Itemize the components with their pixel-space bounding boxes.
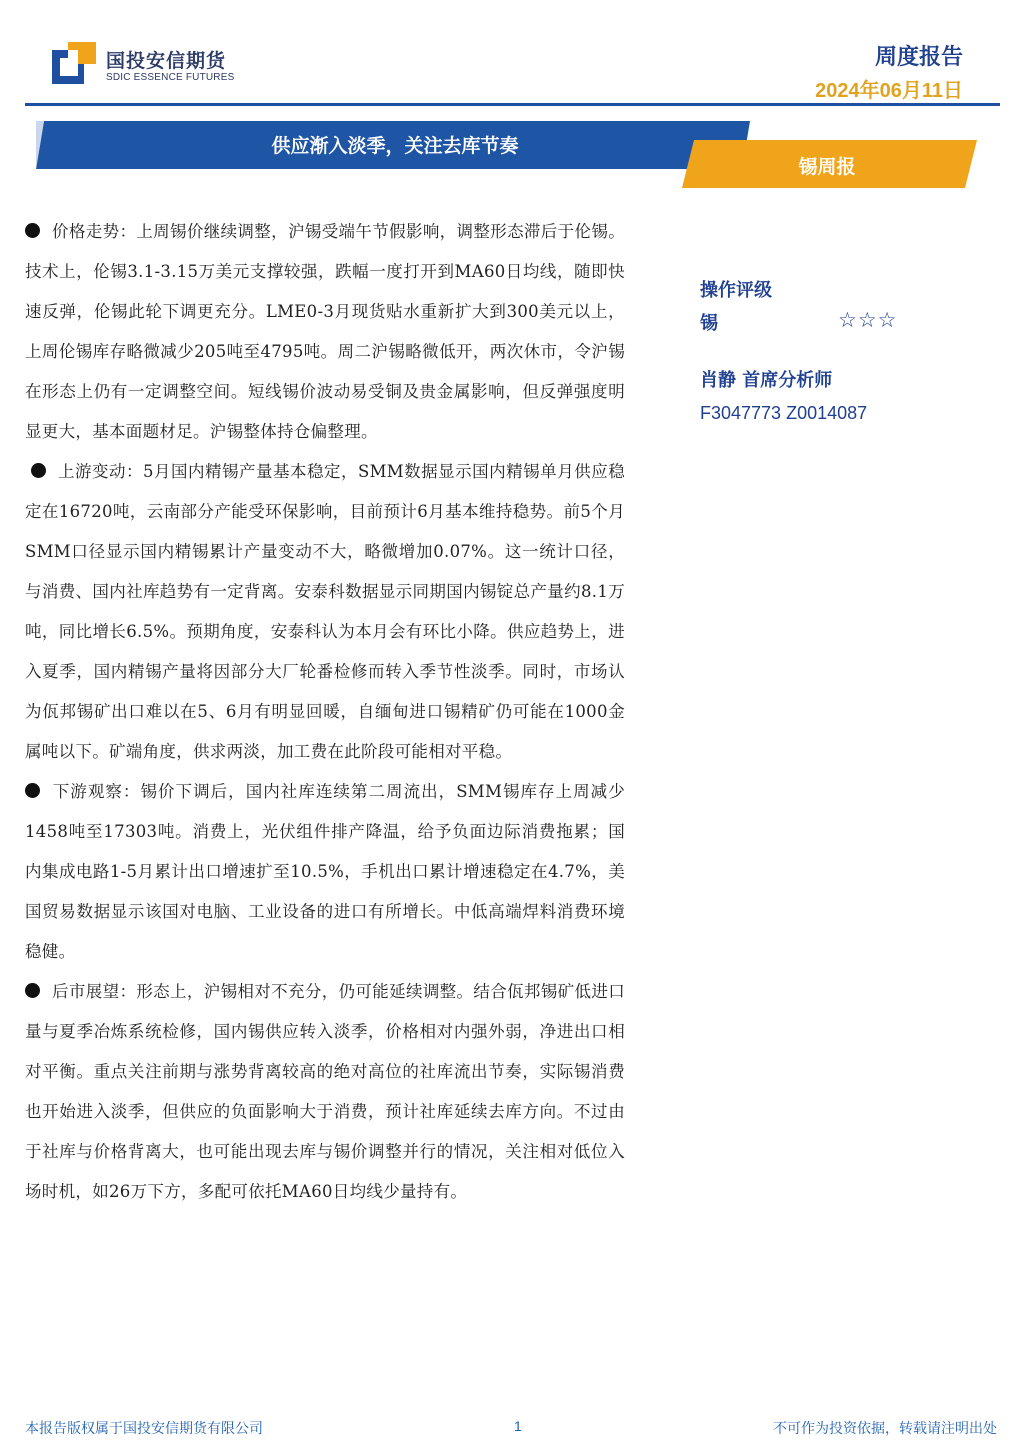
logo-text-cn: 国投安信期货 [106, 50, 227, 72]
rating-stars-icon: ☆☆☆ [838, 308, 898, 332]
analyst-name: 肖静 首席分析师 [700, 370, 833, 391]
bullet-icon [25, 783, 40, 798]
logo-mark-icon [52, 42, 96, 86]
paragraph-text: 后市展望：形态上，沪锡相对不充分，仍可能延续调整。结合佤邦锡矿低进口量与夏季冶炼系统检修，国内锡供应转入淡季，价格相对内强外弱，净进出口相对平衡。重点关注前期与涨势背离较高的绝对高位的社库流出节奏，实际锡消费也开始进入淡季，但供应的负面影响大于消费，预计社库延续去库方向。不过由于社库与价格背离大，也可能出现去库与锡价调整并行的情况，关注相对低位入场时机，如26万下方，多配可依托MA60日均线少量持有。 [25, 982, 625, 1201]
report-type: 周度报告 [874, 45, 963, 70]
footer-disclaimer: 不可作为投资依据，转载请注明出处 [773, 1421, 997, 1437]
logo-text-en: SDIC ESSENCE FUTURES [106, 72, 235, 83]
bullet-icon [31, 463, 46, 478]
rating-title: 操作评级 [700, 280, 772, 301]
rating-metal: 锡 [700, 313, 718, 334]
footer-copyright: 本报告版权属于国投安信期货有限公司 [25, 1421, 263, 1437]
company-logo [52, 40, 252, 90]
report-date: 2024年06月11日 [815, 80, 963, 102]
paragraph-upstream [25, 452, 625, 772]
category-tag-label: 锡周报 [798, 156, 856, 178]
bullet-icon [25, 223, 40, 238]
paragraph-outlook [25, 972, 625, 1212]
paragraph-text: 下游观察：锡价下调后，国内社库连续第二周流出，SMM锡库存上周减少1458吨至17303吨。消费上，光伏组件排产降温，给予负面边际消费拖累；国内集成电路1-5月累计出口增速扩至10.5%，手机出口累计增速稳定在4.7%，美国贸易数据显示该国对电脑、工业设备的进口有所增长。中低高端焊料消费环境稳健。 [25, 782, 625, 961]
analyst-license-codes: F3047773 Z0014087 [700, 403, 868, 423]
header-divider [25, 103, 1000, 106]
paragraph-text: 价格走势：上周锡价继续调整，沪锡受端午节假影响，调整形态滞后于伦锡。技术上，伦锡3.1-3.15万美元支撑较强，跌幅一度打开到MA60日均线，随即快速反弹，伦锡此轮下调更充分。LME0-3月现货贴水重新扩大到300美元以上，上周伦锡库存略微减少205吨至4795吨。周二沪锡略微低开，两次休市，令沪锡在形态上仍有一定调整空间。短线锡价波动易受铜及贵金属影响，但反弹强度明显更大，基本面题材足。沪锡整体持仓偏整理。 [25, 222, 625, 441]
page-number: 1 [514, 1418, 522, 1434]
report-title: 供应渐入淡季，关注去库节奏 [271, 135, 519, 157]
paragraph-text: 上游变动：5月国内精锡产量基本稳定，SMM数据显示国内精锡单月供应稳定在16720吨，云南部分产能受环保影响，目前预计6月基本维持稳势。前5个月SMM口径显示国内精锡累计产量变动不大，略微增加0.07%。这一统计口径，与消费、国内社库趋势有一定背离。安泰科数据显示同期国内锡锭总产量约8.1万吨，同比增长6.5%。预期角度，安泰科认为本月会有环比小降。供应趋势上，进入夏季，国内精锡产量将因部分大厂轮番检修而转入季节性淡季。同时，市场认为佤邦锡矿出口难以在5、6月有明显回暖，自缅甸进口锡精矿仍可能在1000金属吨以下。矿端角度，供求两淡，加工费在此阶段可能相对平稳。 [25, 462, 625, 761]
report-body [25, 212, 625, 1212]
bullet-icon [25, 983, 40, 998]
paragraph-downstream [25, 772, 625, 972]
paragraph-price-trend [25, 212, 625, 452]
